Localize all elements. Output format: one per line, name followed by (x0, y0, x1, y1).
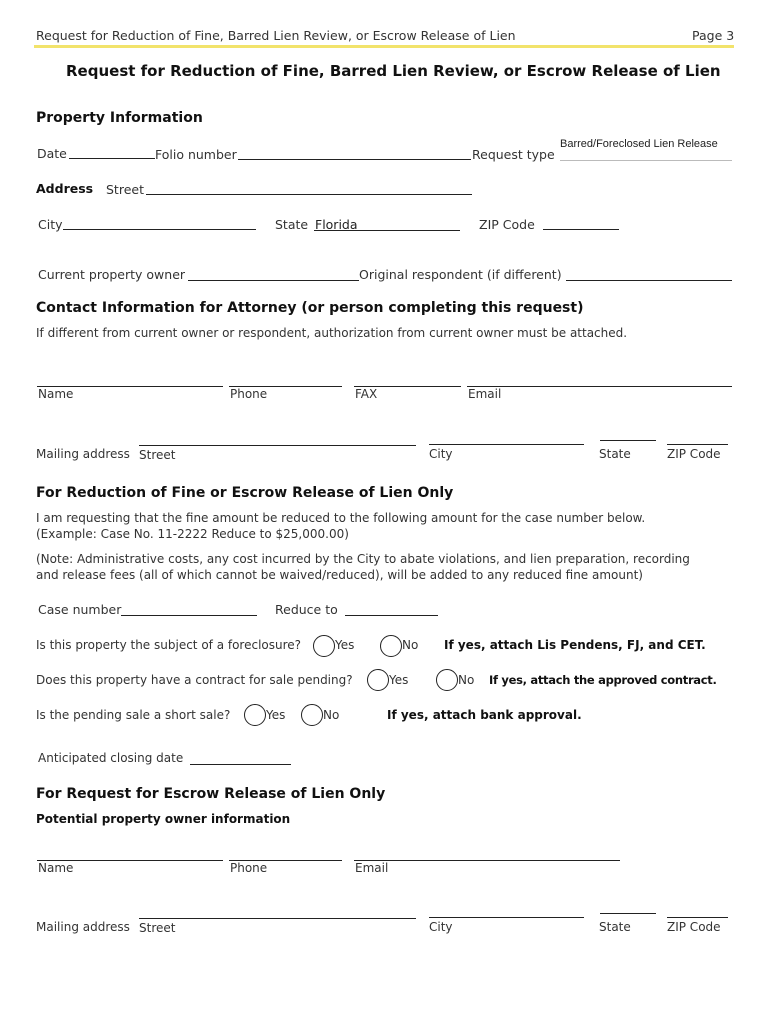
contract-yes-radio[interactable] (367, 669, 389, 691)
contact-fax-label: FAX (355, 387, 378, 401)
short-sale-no-radio[interactable] (301, 704, 323, 726)
reduction-para1-line1: I am requesting that the fine amount be reduced to the following amount for the case number below. (36, 511, 646, 525)
street-field[interactable] (146, 194, 472, 195)
contract-no-radio[interactable] (436, 669, 458, 691)
escrow-name-label: Name (38, 861, 74, 875)
contact-city-field[interactable] (429, 444, 584, 445)
short-sale-yes-radio[interactable] (244, 704, 266, 726)
state-rule (314, 230, 460, 231)
foreclosure-no-label: No (402, 638, 419, 652)
zip-label: ZIP Code (479, 217, 535, 232)
form-title: Request for Reduction of Fine, Barred Lien Review, or Escrow Release of Lien (66, 62, 721, 80)
contract-no-label: No (458, 673, 475, 687)
escrow-state-field[interactable] (600, 913, 656, 914)
reduction-heading: For Reduction of Fine or Escrow Release of Lien Only (36, 485, 454, 501)
contact-street-label: Street (139, 448, 176, 462)
escrow-mailing-label: Mailing address (36, 920, 130, 934)
contract-question: Does this property have a contract for sale pending? (36, 673, 353, 687)
city-field[interactable] (63, 229, 256, 230)
contact-note: If different from current owner or respondent, authorization from current owner must be attached. (36, 326, 628, 340)
escrow-email-label: Email (355, 861, 389, 875)
escrow-zip-label: ZIP Code (667, 920, 721, 934)
contact-state-label: State (599, 447, 631, 461)
contact-state-field[interactable] (600, 440, 656, 441)
contact-email-field[interactable] (467, 386, 732, 387)
escrow-city-field[interactable] (429, 917, 584, 918)
foreclosure-yes-label: Yes (335, 638, 355, 652)
request-type-rule (560, 160, 732, 161)
reduction-para1-line2: (Example: Case No. 11-2222 Reduce to $25,000.00) (36, 527, 349, 541)
escrow-subheading: Potential property owner information (36, 812, 291, 826)
owner-label: Current property owner (38, 267, 186, 282)
foreclosure-no-radio[interactable] (380, 635, 402, 657)
escrow-heading: For Request for Escrow Release of Lien Only (36, 786, 386, 802)
closing-date-field[interactable] (190, 764, 291, 765)
reduction-para2-line1: (Note: Administrative costs, any cost incurred by the City to abate violations, and lien preparation, recording (36, 552, 690, 566)
foreclosure-yes-radio[interactable] (313, 635, 335, 657)
contract-note: If yes, attach the approved contract. (489, 673, 717, 687)
short-sale-question: Is the pending sale a short sale? (36, 708, 231, 722)
foreclosure-question: Is this property the subject of a foreclosure? (36, 638, 302, 652)
zip-field[interactable] (543, 229, 619, 230)
respondent-label: Original respondent (if different) (359, 267, 562, 282)
street-label: Street (106, 182, 144, 197)
running-header: Request for Reduction of Fine, Barred Lien Review, or Escrow Release of Lien (36, 28, 516, 43)
escrow-state-label: State (599, 920, 631, 934)
escrow-city-label: City (429, 920, 453, 934)
city-label: City (38, 217, 63, 232)
contact-name-label: Name (38, 387, 74, 401)
state-label: State (275, 217, 309, 232)
state-field[interactable]: Florida (315, 217, 358, 232)
folio-field[interactable] (238, 159, 471, 160)
case-number-label: Case number (38, 602, 122, 617)
foreclosure-note: If yes, attach Lis Pendens, FJ, and CET. (444, 638, 706, 652)
short-sale-no-label: No (323, 708, 340, 722)
short-sale-yes-label: Yes (266, 708, 286, 722)
date-label: Date (37, 146, 67, 161)
escrow-zip-field[interactable] (667, 917, 728, 918)
contact-phone-label: Phone (230, 387, 268, 401)
closing-date-label: Anticipated closing date (38, 751, 184, 765)
escrow-phone-label: Phone (230, 861, 268, 875)
folio-label: Folio number (155, 147, 237, 162)
contact-street-field[interactable] (139, 445, 416, 446)
page-number: Page 3 (692, 28, 735, 43)
property-heading: Property Information (36, 110, 203, 126)
contact-email-label: Email (468, 387, 502, 401)
case-number-field[interactable] (121, 615, 257, 616)
request-type-label: Request type (472, 147, 555, 162)
reduce-to-label: Reduce to (275, 602, 338, 617)
escrow-email-field[interactable] (354, 860, 620, 861)
contract-yes-label: Yes (389, 673, 409, 687)
short-sale-note: If yes, attach bank approval. (387, 708, 582, 722)
contact-mailing-label: Mailing address (36, 447, 130, 461)
reduction-para2-line2: and release fees (all of which cannot be waived/reduced), will be added to any reduced fine amount) (36, 568, 643, 582)
contact-city-label: City (429, 447, 453, 461)
request-type-field[interactable]: Barred/Foreclosed Lien Release (560, 138, 718, 150)
contact-zip-label: ZIP Code (667, 447, 721, 461)
respondent-field[interactable] (566, 280, 732, 281)
escrow-street-field[interactable] (139, 918, 416, 919)
reduce-to-field[interactable] (345, 615, 438, 616)
date-field[interactable] (69, 158, 155, 159)
address-label: Address (36, 181, 94, 196)
header-rule (34, 45, 734, 48)
contact-heading: Contact Information for Attorney (or person completing this request) (36, 300, 584, 316)
owner-field[interactable] (188, 280, 359, 281)
escrow-street-label: Street (139, 921, 176, 935)
contact-zip-field[interactable] (667, 444, 728, 445)
